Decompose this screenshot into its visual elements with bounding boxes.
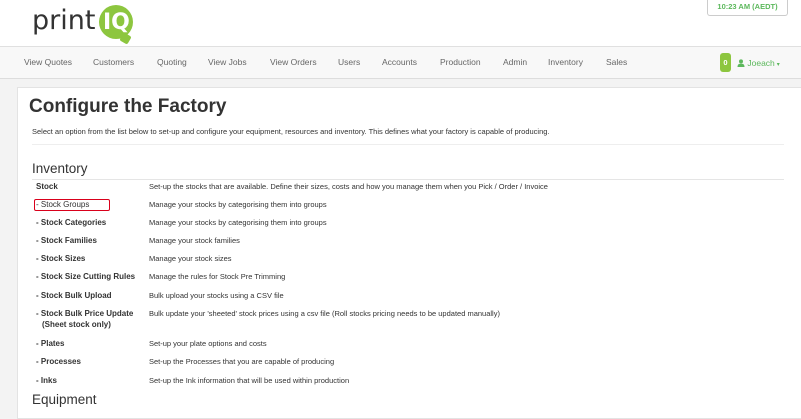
printiq-logo[interactable] bbox=[32, 0, 133, 36]
link-stock-sizes[interactable]: - Stock Sizes bbox=[36, 254, 86, 263]
desc-processes: Set-up the Processes that you are capable of producing bbox=[149, 357, 335, 366]
nav-inventory[interactable]: Inventory bbox=[548, 57, 583, 67]
link-stock[interactable]: Stock bbox=[36, 182, 58, 191]
nav-accounts[interactable]: Accounts bbox=[382, 57, 417, 67]
divider bbox=[32, 179, 784, 180]
link-stock-bulk-price-update-note[interactable]: (Sheet stock only) bbox=[42, 320, 111, 329]
link-processes[interactable]: - Processes bbox=[36, 357, 81, 366]
nav-admin[interactable]: Admin bbox=[503, 57, 528, 67]
nav-production[interactable]: Production bbox=[440, 57, 481, 67]
desc-stock-sizes: Manage your stock sizes bbox=[149, 254, 232, 263]
logo-text: print bbox=[32, 5, 96, 36]
logo-badge: IQ bbox=[99, 5, 133, 39]
page-intro: Select an option from the list below to set-up and configure your equipment, resources and inventory. This defines what your factory is capable of producing. bbox=[32, 127, 550, 136]
nav-view-quotes[interactable]: View Quotes bbox=[24, 57, 73, 67]
desc-stock-size-cutting-rules: Manage the rules for Stock Pre Trimming bbox=[149, 272, 286, 281]
link-inks[interactable]: - Inks bbox=[36, 376, 57, 385]
notification-badge[interactable]: 0 bbox=[720, 53, 731, 72]
desc-stock-groups: Manage your stocks by categorising them into groups bbox=[149, 200, 327, 209]
desc-stock-categories: Manage your stocks by categorising them into groups bbox=[149, 218, 327, 227]
clock-display: 10:23 AM (AEDT) bbox=[707, 0, 788, 16]
user-menu[interactable] bbox=[720, 53, 780, 72]
link-stock-families[interactable]: - Stock Families bbox=[36, 236, 97, 245]
link-stock-bulk-price-update[interactable]: - Stock Bulk Price Update bbox=[36, 309, 134, 318]
desc-plates: Set-up your plate options and costs bbox=[149, 339, 267, 348]
link-plates[interactable]: - Plates bbox=[36, 339, 65, 348]
nav-quoting[interactable]: Quoting bbox=[157, 57, 187, 67]
desc-stock-bulk-upload: Bulk upload your stocks using a CSV file bbox=[149, 291, 284, 300]
divider bbox=[32, 144, 784, 145]
user-icon bbox=[737, 59, 745, 67]
nav-view-orders[interactable]: View Orders bbox=[270, 57, 317, 67]
nav-users[interactable]: Users bbox=[338, 57, 361, 67]
chevron-down-icon: ▾ bbox=[776, 61, 780, 68]
desc-stock-families: Manage your stock families bbox=[149, 236, 240, 245]
desc-stock-bulk-price-update: Bulk update your 'sheeted' stock prices using a csv file (Roll stocks pricing needs to be updated manually) bbox=[149, 309, 500, 318]
main-navbar bbox=[0, 46, 801, 79]
page-title: Configure the Factory bbox=[29, 96, 227, 117]
user-dropdown-toggle[interactable] bbox=[737, 58, 780, 68]
inventory-heading: Inventory bbox=[32, 161, 88, 176]
desc-stock: Set-up the stocks that are available. Define their sizes, costs and how you manage them when you Pick / Order / Invoice bbox=[149, 182, 548, 191]
nav-view-jobs[interactable]: View Jobs bbox=[208, 57, 247, 67]
content-panel bbox=[17, 87, 801, 419]
nav-sales[interactable]: Sales bbox=[606, 57, 628, 67]
desc-inks: Set-up the Ink information that will be used within production bbox=[149, 376, 350, 385]
user-name: Joeach bbox=[747, 57, 775, 68]
top-header bbox=[0, 0, 801, 46]
link-stock-categories[interactable]: - Stock Categories bbox=[36, 218, 107, 227]
link-stock-size-cutting-rules[interactable]: - Stock Size Cutting Rules bbox=[36, 272, 136, 281]
equipment-heading: Equipment bbox=[32, 392, 97, 407]
link-stock-groups[interactable]: - Stock Groups bbox=[36, 200, 90, 209]
nav-customers[interactable]: Customers bbox=[93, 57, 135, 67]
link-stock-bulk-upload[interactable]: - Stock Bulk Upload bbox=[36, 291, 112, 300]
